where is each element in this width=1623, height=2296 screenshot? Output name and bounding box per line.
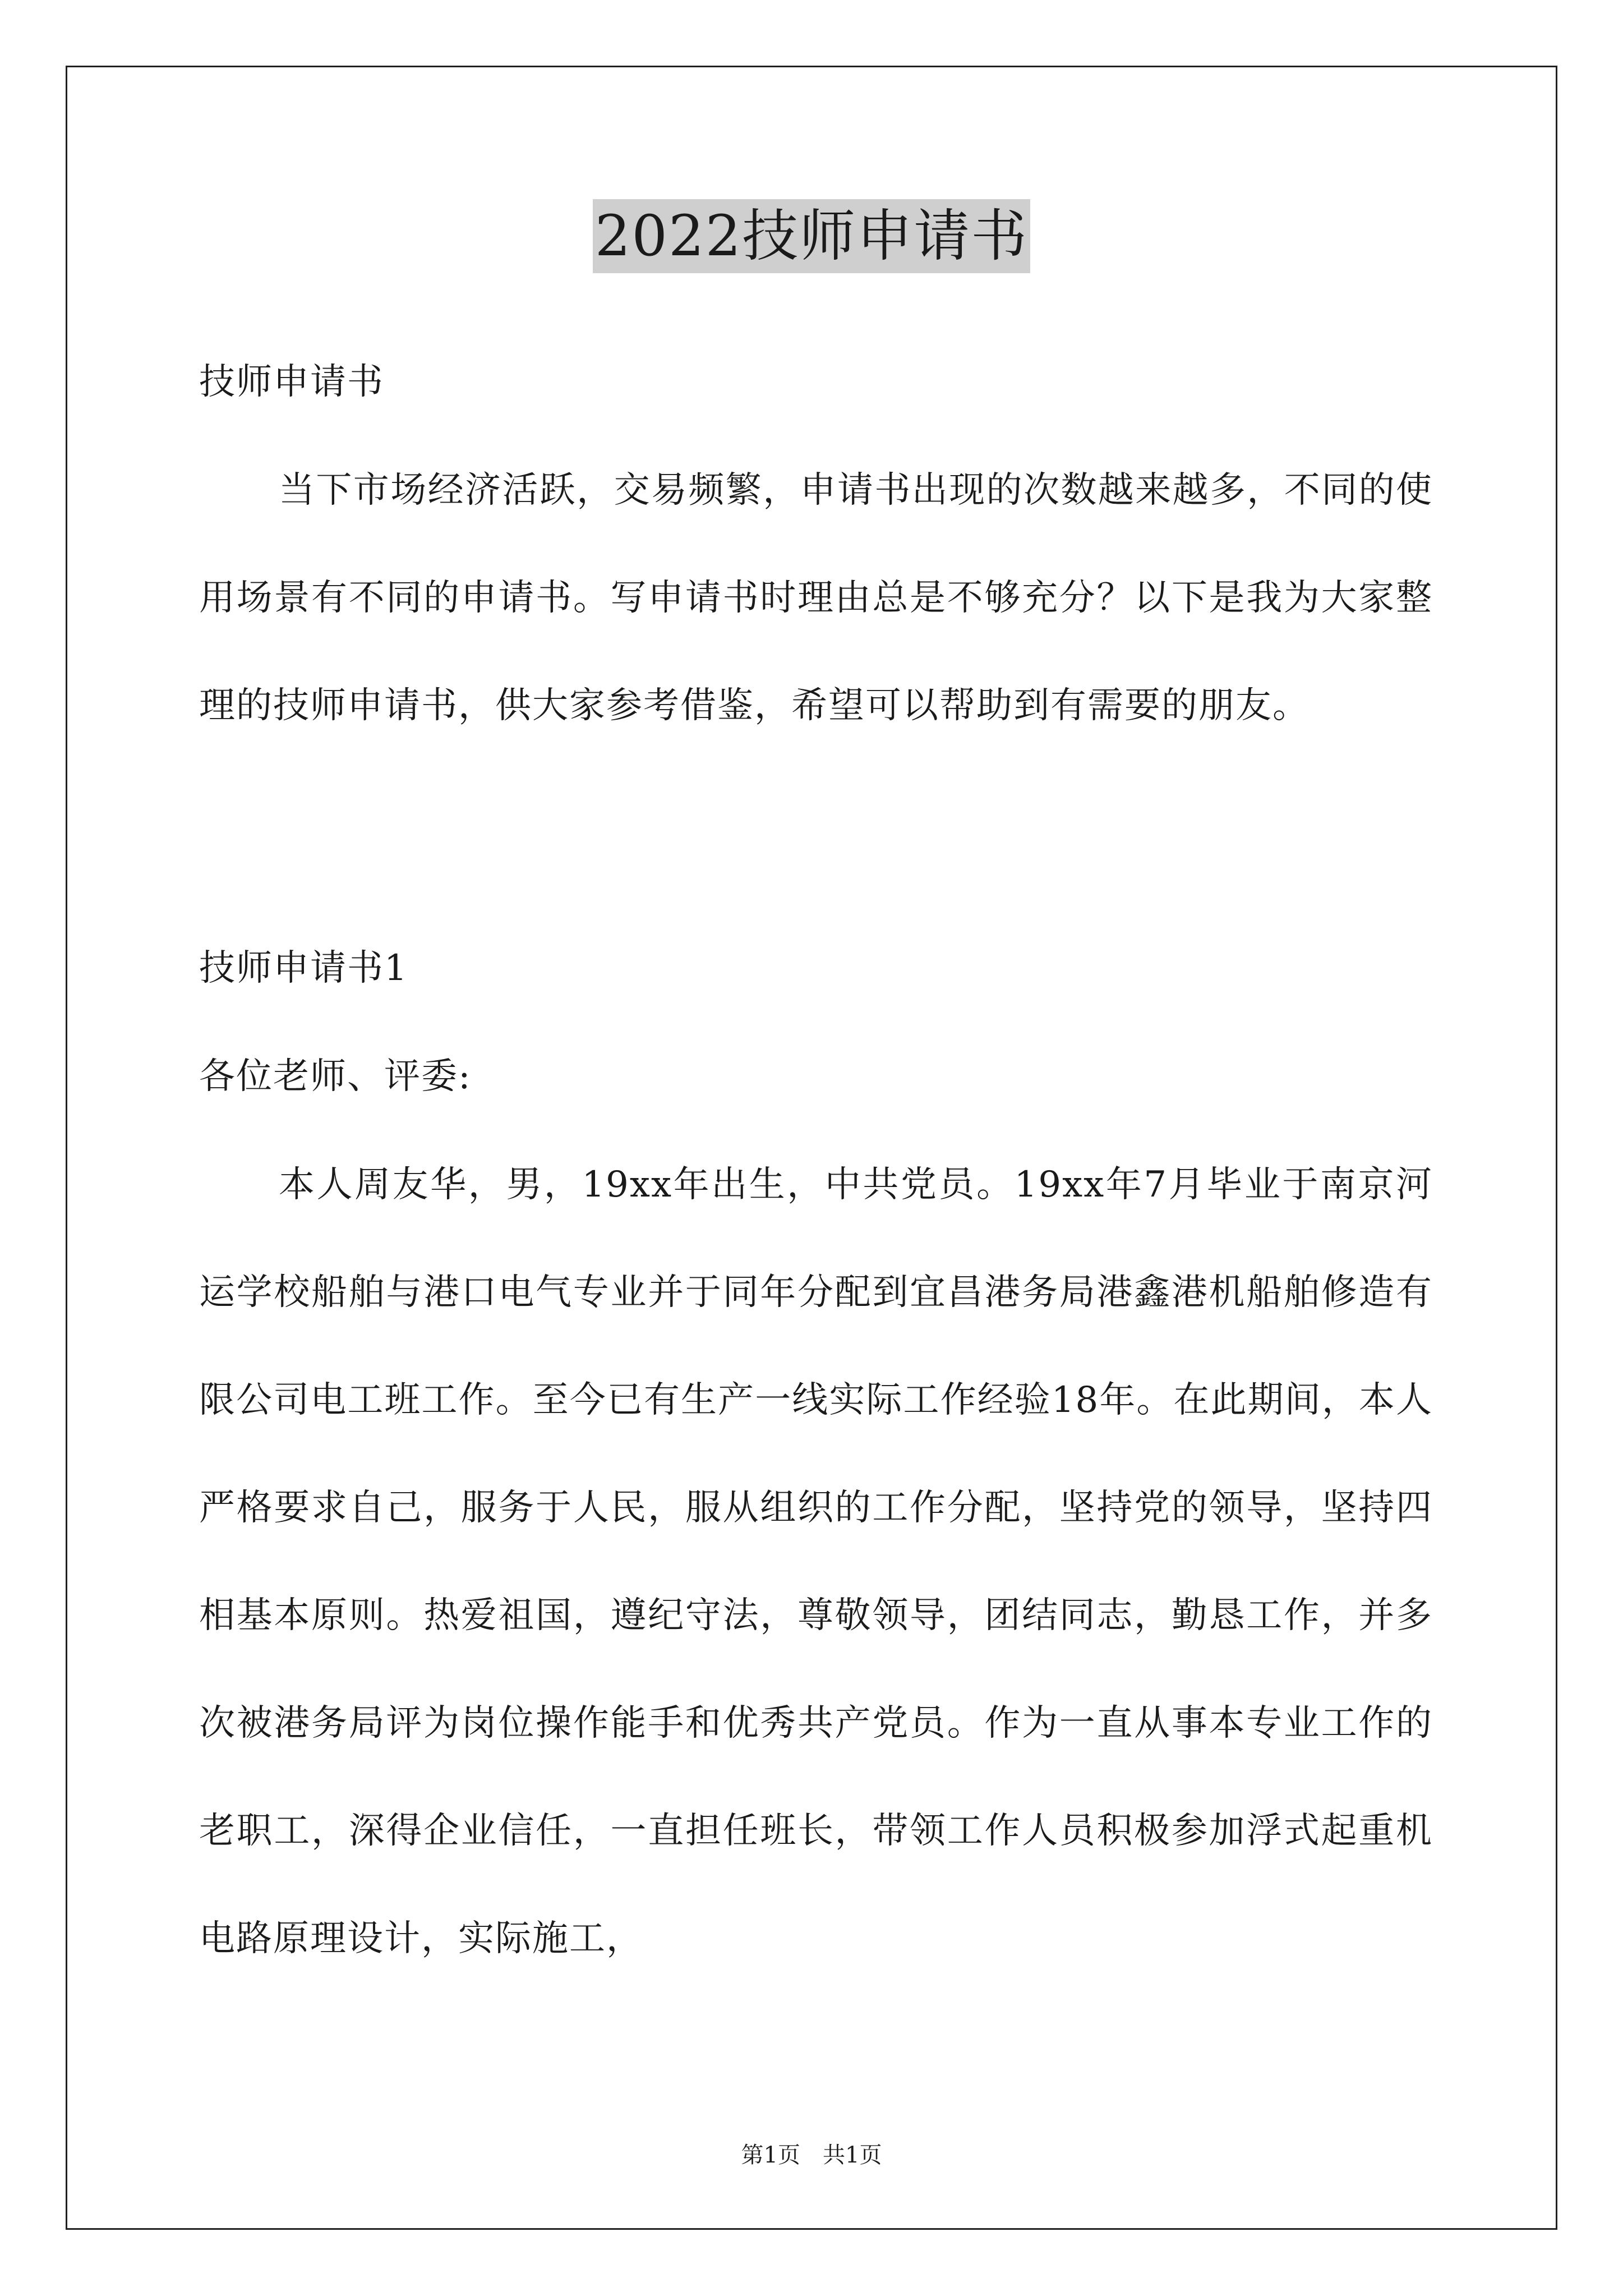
salutation: 各位老师、评委:: [199, 1056, 472, 1097]
document-title: 2022技师申请书: [593, 199, 1031, 273]
intro-paragraph: 当下市场经济活跃，交易频繁，申请书出现的次数越来越多，不同的使用场景有不同的申请书。写申请书时理由总是不够充分？以下是我为大家整理的技师申请书，供大家参考借鉴，希望可以帮助到有需要的朋友。: [199, 470, 1433, 726]
title-container: [0, 199, 1623, 273]
main-heading: 技师申请书: [199, 361, 384, 403]
page-footer: 第1页 共1页: [741, 2142, 882, 2168]
body-paragraph: 本人周友华，男，19xx年出生，中共党员。19xx年7月毕业于南京河运学校船舶与港口电气专业并于同年分配到宜昌港务局港鑫港机船舶修造有限公司电工班工作。至今已有生产一线实际工作经验18年。在此期间，本人严格要求自己，服务于人民，服从组织的工作分配，坚持党的领导，坚持四相基本原则。热爱祖国，遵纪守法，尊敬领导，团结同志，勤恳工作，并多次被港务局评为岗位操作能手和优秀共产党员。作为一直从事本专业工作的老职工，深得企业信任，一直担任班长，带领工作人员积极参加浮式起重机电路原理设计，实际施工，: [199, 1164, 1433, 1959]
section-heading: 技师申请书1: [199, 947, 408, 989]
